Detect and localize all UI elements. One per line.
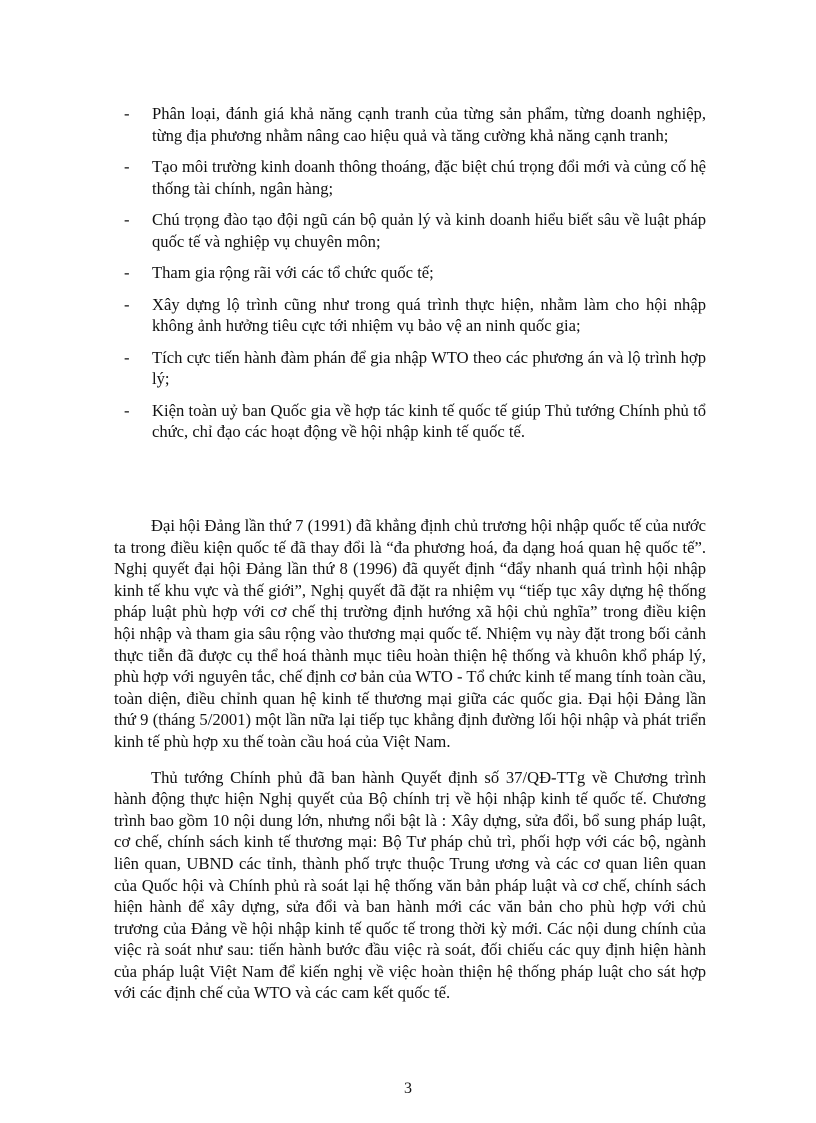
paragraph-government-program: Thủ tướng Chính phủ đã ban hành Quyết định số 37/QĐ-TTg về Chương trình hành động thực hiện Nghị quyết của Bộ chính trị về hội nhập kinh tế quốc tế. Chương trình bao gồm 10 nội dung lớn, nhưng nổi bật là : Xây dựng, sửa đổi, bổ sung pháp luật, cơ chế, chính sách kinh tế thương mại: Bộ Tư pháp chủ trì, phối hợp với các bộ, ngành liên quan, UBND các tỉnh, thành phố trực thuộc Trung ương và các cơ quan liên quan của Quốc hội và Chính phủ rà soát lại hệ thống văn bản pháp luật và cơ chế, chính sách hiện hành để xây dựng, sửa đổi và ban hành mới các văn bản cho phù hợp với chủ trương của Đảng về hội nhập kinh tế quốc tế trong thời kỳ mới. Các nội dung chính của việc rà soát như sau: tiến hành bước đầu việc rà soát, đối chiếu các quy định hiện hành của pháp luật Việt Nam để kiến nghị về việc hoàn thiện hệ thống pháp luật cho sát hợp với các định chế của WTO và các cam kết quốc tế.	[114, 767, 706, 1003]
bullet-dash: -	[124, 294, 130, 314]
bullet-item	[116, 262, 706, 284]
bullet-item	[116, 347, 706, 390]
bullet-text: Tích cực tiến hành đàm phán để gia nhập WTO theo các phương án và lộ trình hợp lý;	[152, 347, 706, 388]
bullet-text: Phân loại, đánh giá khả năng cạnh tranh của từng sản phẩm, từng doanh nghiệp, từng địa phương nhằm nâng cao hiệu quả và tăng cường khả năng cạnh tranh;	[152, 104, 706, 145]
bullet-dash: -	[124, 400, 130, 420]
body-text	[114, 515, 706, 1018]
bullet-dash: -	[124, 157, 130, 176]
bullet-dash: -	[124, 104, 130, 123]
paragraph-party-congress: Đại hội Đảng lần thứ 7 (1991) đã khẳng định chủ trương hội nhập quốc tế của nước ta trong điều kiện quốc tế đã thay đổi là “đa phương hoá, đa dạng hoá quan hệ quốc tế”. Nghị quyết đại hội Đảng lần thứ 8 (1996) đã quyết định “đẩy nhanh quá trình hội nhập kinh tế khu vực và thế giới”, Nghị quyết đã đặt ra nhiệm vụ “tiếp tục xây dựng hệ thống pháp luật phù hợp với cơ chế thị trường định hướng xã hội chủ nghĩa” trong điều kiện hội nhập và tham gia sâu rộng vào thương mại quốc tế. Nhiệm vụ này đặt trong bối cảnh thực tiễn đã được cụ thể hoá thành mục tiêu hoàn thiện hệ thống và khuôn khổ pháp lý, phù hợp với nguyên tắc, chế định cơ bản của WTO - Tổ chức kinh tế mang tính toàn cầu, toàn diện, điều chỉnh quan hệ kinh tế thương mại giữa các quốc gia. Đại hội Đảng lần thứ 9 (tháng 5/2001) một lần nữa lại tiếp tục khẳng định đường lối hội nhập và phát triển kinh tế phù hợp xu thế toàn cầu hoá của Việt Nam.	[114, 516, 706, 751]
bullet-item	[116, 156, 706, 199]
bullet-dash: -	[124, 347, 130, 367]
bullet-item	[116, 400, 706, 443]
bullet-text: Tham gia rộng rãi với các tổ chức quốc tế;	[152, 263, 434, 282]
bullet-item	[116, 103, 706, 146]
bullet-text: Kiện toàn uỷ ban Quốc gia về hợp tác kinh tế quốc tế giúp Thủ tướng Chính phủ tổ chức, chỉ đạo các hoạt động về hội nhập kinh tế quốc tế.	[152, 400, 706, 441]
bullet-text: Chú trọng đào tạo đội ngũ cán bộ quản lý và kinh doanh hiểu biết sâu về luật pháp quốc tế và nghiệp vụ chuyên môn;	[152, 210, 706, 251]
bullet-list	[116, 103, 706, 453]
bullet-dash: -	[124, 263, 130, 282]
bullet-dash: -	[124, 210, 130, 229]
bullet-text: Xây dựng lộ trình cũng như trong quá trình thực hiện, nhằm làm cho hội nhập không ảnh hưởng tiêu cực tới nhiệm vụ bảo vệ an ninh quốc gia;	[152, 294, 706, 335]
bullet-item	[116, 294, 706, 337]
page-number: 3	[404, 1080, 412, 1097]
bullet-text: Tạo môi trường kinh doanh thông thoáng, đặc biệt chú trọng đổi mới và củng cố hệ thống tài chính, ngân hàng;	[152, 157, 706, 198]
bullet-item	[116, 209, 706, 252]
